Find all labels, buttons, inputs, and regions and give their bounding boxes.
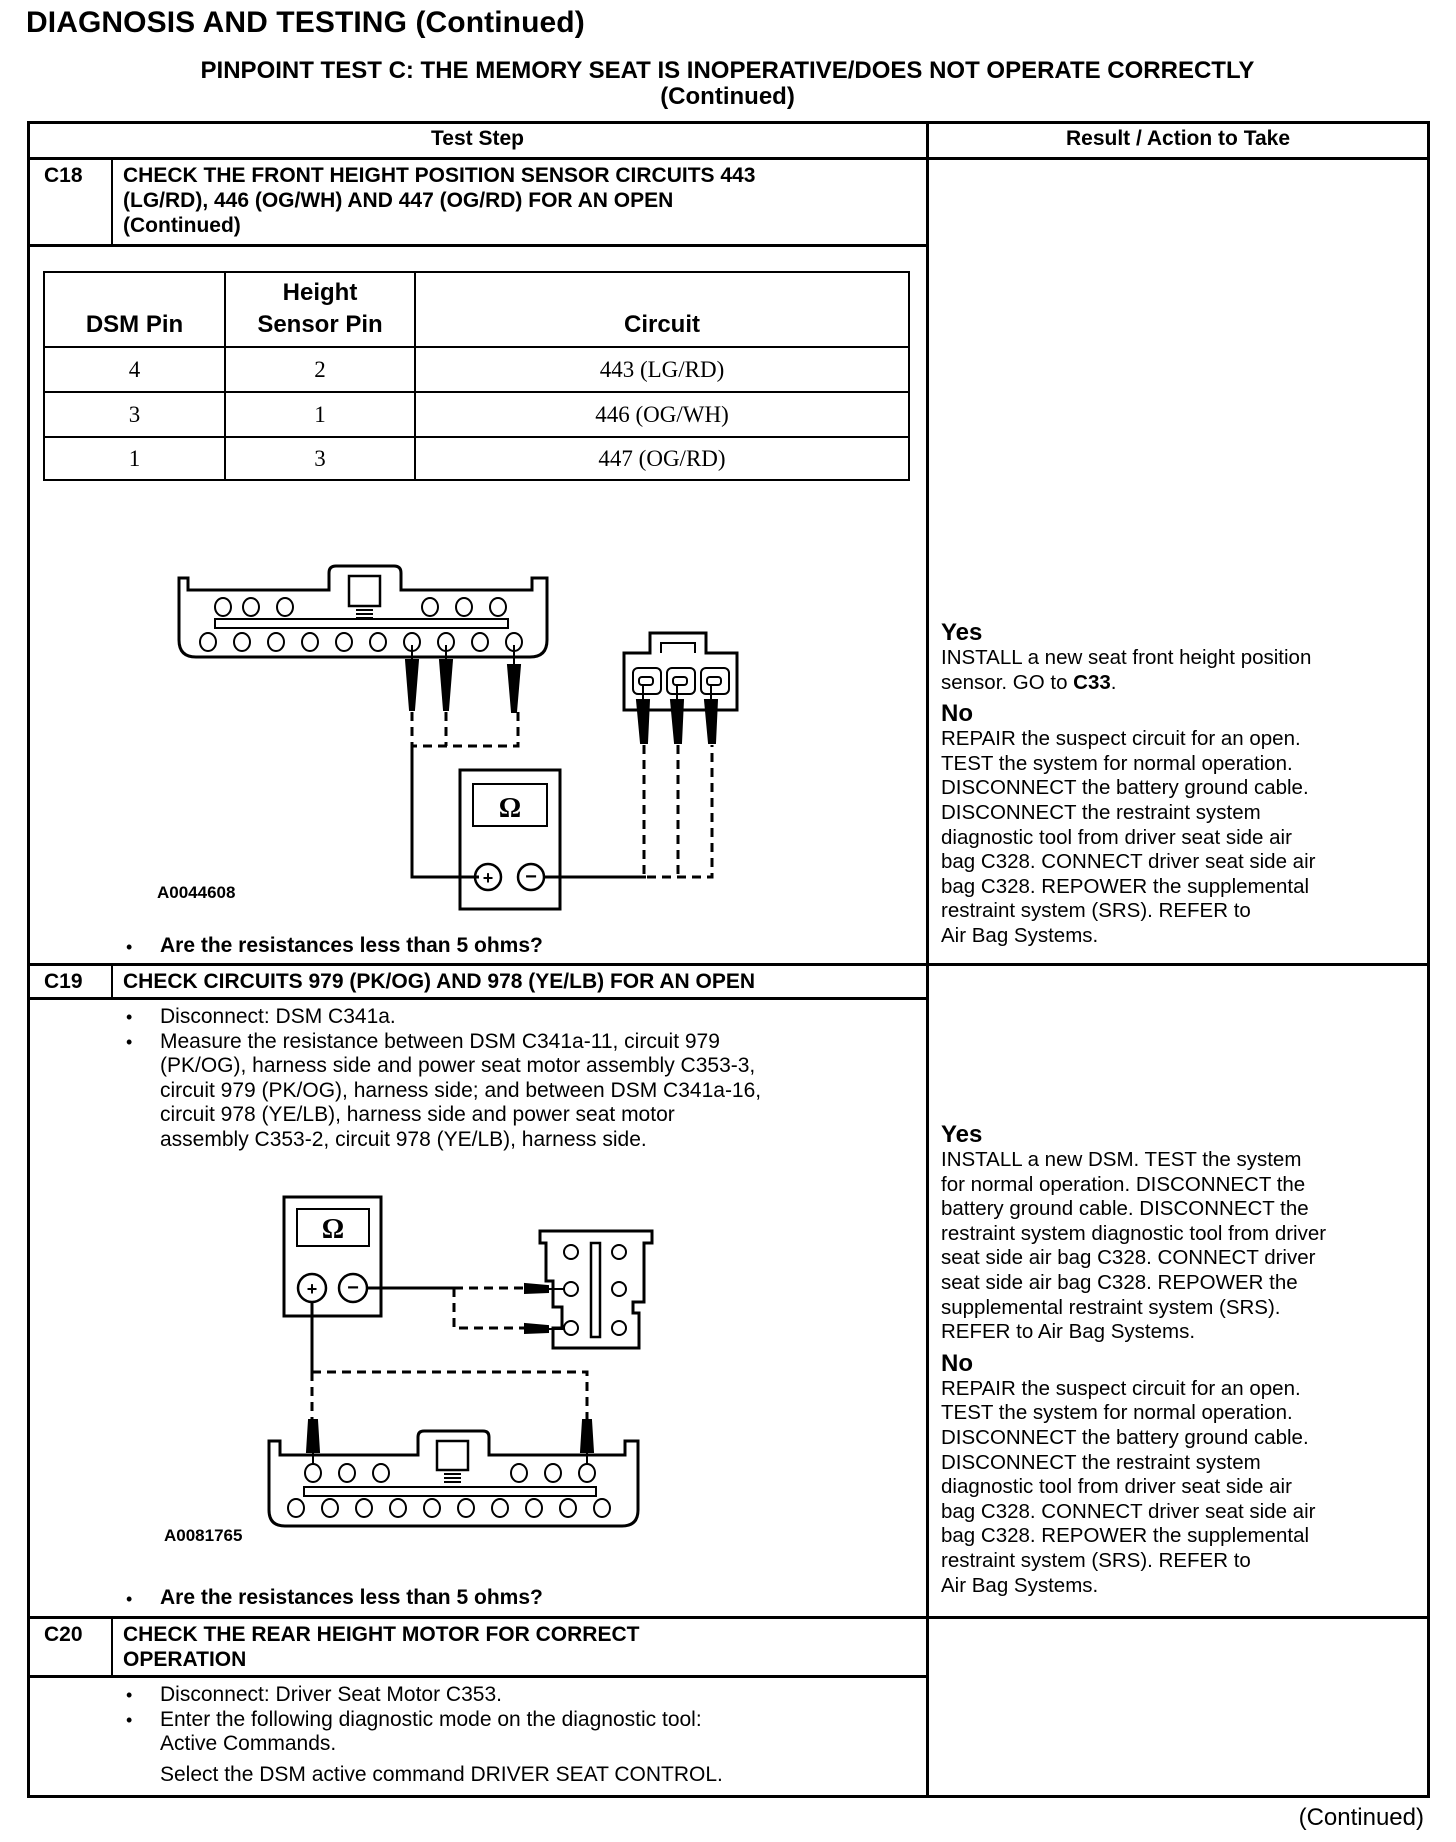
air-bag-systems-link[interactable]: Air Bag Systems. <box>941 1573 1099 1597</box>
pin-cell: 3 <box>314 446 326 471</box>
step-id-c18: C18 <box>44 164 83 187</box>
result-line: bag C328. REPOWER the supplemental <box>941 874 1310 898</box>
svg-text:+: + <box>306 1279 318 1299</box>
air-bag-systems-link[interactable]: Air Bag Systems. <box>941 923 1099 947</box>
pin-table-header-sensor-pin: Sensor Pin <box>257 311 383 338</box>
result-line: REPAIR the suspect circuit for an open. <box>941 727 1301 751</box>
pin-table-header-dsm-pin: DSM Pin <box>85 311 184 338</box>
result-yes-label: Yes <box>941 1121 983 1148</box>
step-title-line: CHECK THE FRONT HEIGHT POSITION SENSOR CIRCUITS 443 <box>123 164 756 187</box>
result-line: supplemental restraint system (SRS). <box>941 1295 1281 1319</box>
svg-text:+: + <box>482 868 494 888</box>
result-line: diagnostic tool from driver seat side air <box>941 825 1292 849</box>
instruction-line: circuit 979 (PK/OG), harness side; and between DSM C341a-16, <box>160 1078 762 1102</box>
pinpoint-test-title-continued: (Continued) <box>660 83 795 110</box>
circuit-cell: 443 (LG/RD) <box>599 357 725 382</box>
result-line: INSTALL a new DSM. TEST the system <box>941 1148 1302 1171</box>
instruction-line: Enter the following diagnostic mode on the diagnostic tool: <box>160 1707 702 1731</box>
step-title-line: (LG/RD), 446 (OG/WH) AND 447 (OG/RD) FOR AN OPEN <box>123 189 674 212</box>
instruction-line: Active Commands. <box>160 1732 337 1756</box>
result-line: TEST the system for normal operation. <box>941 751 1293 775</box>
ohm-icon: Ω <box>498 793 522 824</box>
pin-cell: 1 <box>128 446 141 471</box>
step-title-line: CHECK THE REAR HEIGHT MOTOR FOR CORRECT <box>123 1623 640 1646</box>
pinpoint-test-title: PINPOINT TEST C: THE MEMORY SEAT IS INOPERATIVE/DOES NOT OPERATE CORRECTLY <box>200 57 1255 84</box>
step-title-c20 <box>123 1622 639 1672</box>
result-line: DISCONNECT the restraint system <box>941 1450 1261 1474</box>
step-id-c19: C19 <box>44 970 83 993</box>
instruction-line: Disconnect: Driver Seat Motor C353. <box>160 1683 502 1706</box>
result-line: bag C328. CONNECT driver seat side air <box>941 1499 1316 1523</box>
result-line: restraint system (SRS). REFER to <box>941 1548 1251 1572</box>
result-line: REPAIR the suspect circuit for an open. <box>941 1376 1301 1400</box>
instruction-line: circuit 978 (YE/LB), harness side and power seat motor <box>160 1103 675 1127</box>
bullet-icon: • <box>126 1685 133 1705</box>
figure-label-c19: A0081765 <box>164 1526 243 1545</box>
result-line: restraint system diagnostic tool from driver <box>941 1221 1327 1245</box>
result-yes-label: Yes <box>941 619 983 646</box>
result-c19 <box>941 1122 1326 1598</box>
pin-cell: 2 <box>314 357 326 382</box>
result-line: restraint system (SRS). REFER to <box>941 899 1251 923</box>
pin-table-header-circuit: Circuit <box>623 311 700 338</box>
column-header-result: Result / Action to Take <box>1065 127 1291 150</box>
instruction-item <box>126 1683 723 1708</box>
result-line: diagnostic tool from driver seat side air <box>941 1475 1292 1499</box>
ohm-icon: Ω <box>321 1214 345 1245</box>
result-line: battery ground cable. DISCONNECT the <box>941 1197 1309 1221</box>
result-line: DISCONNECT the battery ground cable. <box>941 1425 1309 1449</box>
result-line: TEST the system for normal operation. <box>941 1401 1293 1425</box>
pin-cell: 3 <box>128 402 141 427</box>
result-line: INSTALL a new seat front height position <box>941 646 1312 669</box>
test-question-c18: Are the resistances less than 5 ohms? <box>160 934 543 957</box>
pin-table-header-height: Height <box>282 279 358 306</box>
result-text: . <box>1110 670 1117 694</box>
result-line: DISCONNECT the battery ground cable. <box>941 776 1309 800</box>
goto-step-link[interactable]: C33 <box>1073 670 1111 694</box>
step-instructions-c20 <box>126 1683 723 1787</box>
step-title-line: (Continued) <box>123 214 241 237</box>
result-line: seat side air bag C328. REPOWER the <box>941 1270 1298 1294</box>
bullet-icon: • <box>126 937 133 957</box>
air-bag-systems-link[interactable]: REFER to Air Bag Systems. <box>941 1320 1196 1344</box>
result-line: seat side air bag C328. CONNECT driver <box>941 1246 1316 1270</box>
result-line: DISCONNECT the restraint system <box>941 800 1261 824</box>
column-header-test-step: Test Step <box>431 127 524 150</box>
bullet-icon: • <box>126 1007 133 1027</box>
result-line: for normal operation. DISCONNECT the <box>941 1172 1306 1196</box>
bullet-icon: • <box>126 1031 133 1052</box>
instruction-line: Disconnect: DSM C341a. <box>160 1005 396 1028</box>
pin-cell: 4 <box>128 357 141 382</box>
pin-cell: 1 <box>314 402 326 427</box>
instruction-line: assembly C353-2, circuit 978 (YE/LB), harness side. <box>160 1127 647 1151</box>
step-id-c20: C20 <box>44 1623 83 1646</box>
svg-text:−: − <box>347 1277 359 1299</box>
continued-footer: (Continued) <box>1298 1804 1424 1831</box>
step-title-line: OPERATION <box>123 1648 247 1671</box>
result-text: sensor. GO to <box>941 670 1074 694</box>
page-title: DIAGNOSIS AND TESTING (Continued) <box>26 6 585 39</box>
instruction-line: Measure the resistance between DSM C341a-11, circuit 979 <box>160 1029 720 1053</box>
svg-text:−: − <box>525 866 537 888</box>
result-no-label: No <box>941 1349 973 1377</box>
figure-label-c18: A0044608 <box>157 883 236 902</box>
bullet-icon: • <box>126 1709 133 1730</box>
test-question-c19: Are the resistances less than 5 ohms? <box>160 1586 543 1609</box>
result-line: bag C328. REPOWER the supplemental <box>941 1524 1310 1548</box>
step-title-c19: CHECK CIRCUITS 979 (PK/OG) AND 978 (YE/LB) FOR AN OPEN <box>123 970 756 993</box>
result-line: bag C328. CONNECT driver seat side air <box>941 850 1316 874</box>
instruction-line: (PK/OG), harness side and power seat motor assembly C353-3, <box>160 1054 756 1078</box>
result-no-label: No <box>941 700 973 728</box>
instruction-item <box>126 1708 723 1757</box>
circuit-cell: 447 (OG/RD) <box>598 446 726 471</box>
bullet-icon: • <box>126 1589 133 1609</box>
circuit-cell: 446 (OG/WH) <box>595 402 729 427</box>
instruction-note: Select the DSM active command DRIVER SEAT CONTROL. <box>160 1762 723 1786</box>
